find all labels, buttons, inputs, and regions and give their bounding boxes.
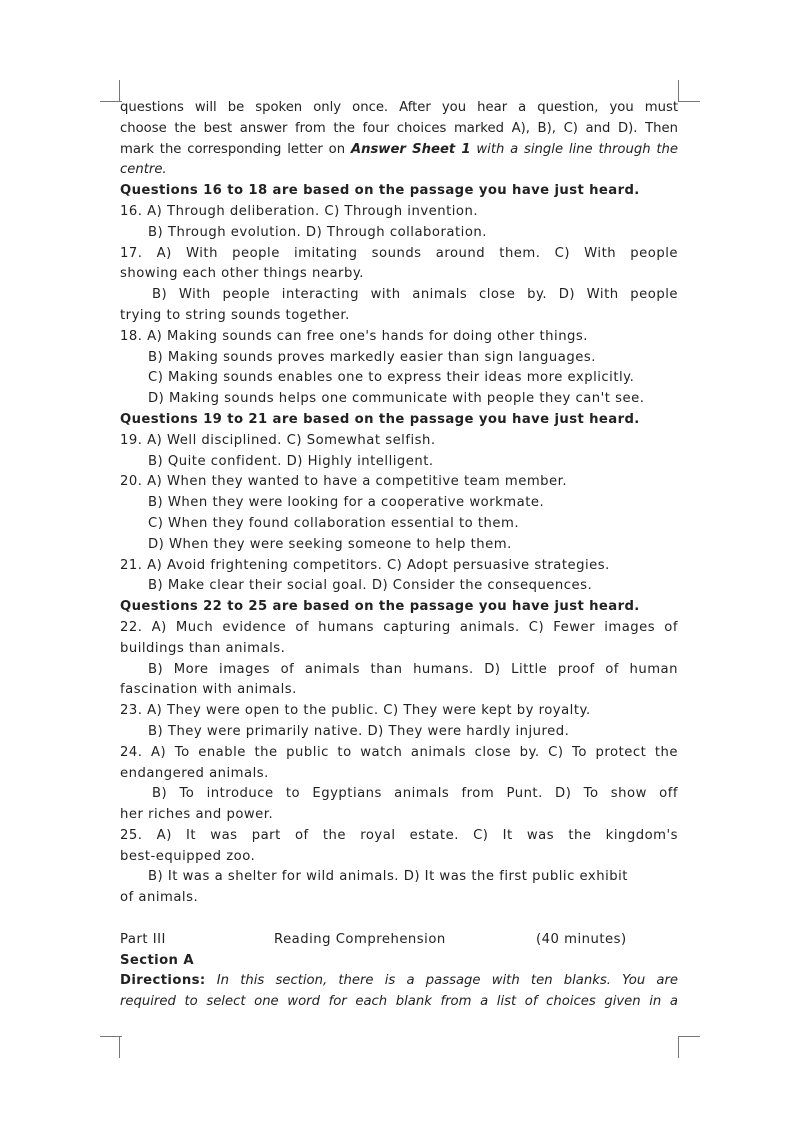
- option-line: buildings than animals.: [120, 640, 286, 656]
- question-line: 21. A) Avoid frightening competitors. C) Adopt persuasive strategies.: [120, 557, 610, 573]
- option-line: B) With people interacting with animals close by. D) With people: [152, 287, 678, 303]
- option-line: endangered animals.: [120, 765, 269, 781]
- group-heading: Questions 16 to 18 are based on the passage you have just heard.: [120, 183, 640, 199]
- section-heading: Section A: [120, 952, 194, 968]
- question-line: 24. A) To enable the public to watch animals close by. C) To protect the: [120, 744, 678, 760]
- directions-text: In this section, there is a passage with ten blanks. You are: [205, 973, 678, 989]
- option-line: B) Make clear their social goal. D) Consider the consequences.: [148, 578, 593, 594]
- option-line: best-equipped zoo.: [120, 848, 256, 864]
- option-line: showing each other things nearby.: [120, 266, 364, 282]
- question-line: 16. A) Through deliberation. C) Through invention.: [120, 203, 479, 219]
- option-line: B) They were primarily native. D) They were hardly injured.: [148, 723, 570, 739]
- part-header: [120, 930, 678, 951]
- directions-text: with a single line through the: [470, 141, 678, 157]
- question-line: 20. A) When they wanted to have a competitive team member.: [120, 474, 568, 490]
- option-line: fascination with animals.: [120, 682, 297, 698]
- option-line: B) It was a shelter for wild animals. D) It was the first public exhibit: [148, 869, 628, 885]
- option-line: her riches and power.: [120, 807, 274, 823]
- group-heading: Questions 19 to 21 are based on the passage you have just heard.: [120, 411, 640, 427]
- part-time: (40 minutes): [536, 931, 627, 947]
- directions-line: choose the best answer from the four choices marked A), B), C) and D). Then: [120, 120, 678, 136]
- option-line: C) When they found collaboration essential to them.: [148, 515, 520, 531]
- option-line: B) More images of animals than humans. D) Little proof of human: [148, 661, 678, 677]
- option-line: B) When they were looking for a cooperative workmate.: [148, 495, 545, 511]
- directions-line: centre.: [120, 162, 167, 178]
- question-line: 23. A) They were open to the public. C) They were kept by royalty.: [120, 703, 591, 719]
- directions-line: required to select one word for each blank from a list of choices given in a: [120, 994, 678, 1010]
- option-line: trying to string sounds together.: [120, 307, 350, 323]
- question-line: 25. A) It was part of the royal estate. C) It was the kingdom's: [120, 827, 678, 843]
- answer-sheet-label: Answer Sheet 1: [350, 141, 471, 157]
- option-line: C) Making sounds enables one to express their ideas more explicitly.: [148, 370, 635, 386]
- option-line: D) Making sounds helps one communicate with people they can't see.: [148, 391, 645, 407]
- question-line: 17. A) With people imitating sounds around them. C) With people: [120, 245, 678, 261]
- question-line: 22. A) Much evidence of humans capturing animals. C) Fewer images of: [120, 619, 678, 635]
- question-line: 18. A) Making sounds can free one's hands for doing other things.: [120, 328, 588, 344]
- option-line: B) Making sounds proves markedly easier than sign languages.: [148, 349, 596, 365]
- group-heading: Questions 22 to 25 are based on the passage you have just heard.: [120, 599, 640, 615]
- option-line: B) Through evolution. D) Through collaboration.: [148, 224, 487, 240]
- part-title: Reading Comprehension: [274, 931, 446, 947]
- document-page: [120, 98, 678, 1013]
- directions-label: Directions:: [120, 973, 206, 989]
- option-line: of animals.: [120, 890, 199, 906]
- part-number: Part III: [120, 931, 166, 947]
- directions-text: mark the corresponding letter on: [120, 141, 351, 157]
- directions-line: [120, 971, 678, 992]
- question-line: 19. A) Well disciplined. C) Somewhat selfish.: [120, 432, 436, 448]
- option-line: B) To introduce to Egyptians animals from Punt. D) To show off: [152, 786, 678, 802]
- option-line: B) Quite confident. D) Highly intelligent.: [148, 453, 434, 469]
- directions-line: questions will be spoken only once. After you hear a question, you must: [120, 100, 678, 115]
- directions-line: [120, 140, 678, 161]
- option-line: D) When they were seeking someone to help them.: [148, 536, 512, 552]
